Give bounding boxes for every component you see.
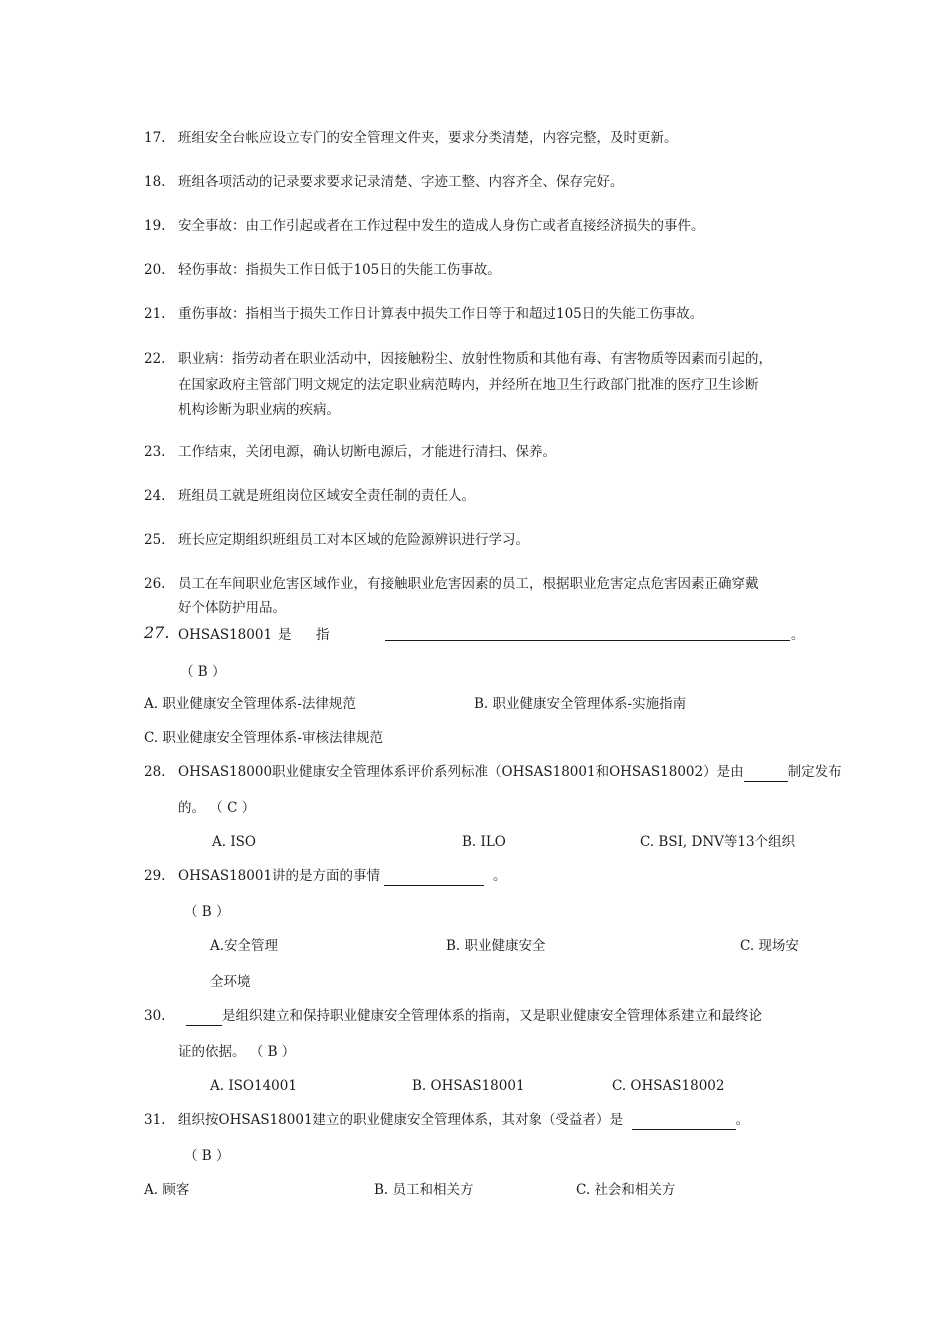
question-text-pre: OHSAS18000职业健康安全管理体系评价系列标准（OHSAS18001和OHSAS18002）是由	[178, 764, 744, 780]
option-b: B. 职业健康安全	[446, 938, 546, 954]
question-number: 27.	[144, 623, 170, 642]
option-c: C. 社会和相关方	[576, 1182, 676, 1198]
item-text: 班组安全台帐应设立专门的安全管理文件夹，要求分类清楚，内容完整，及时更新。	[178, 130, 678, 146]
item-number: 22.	[144, 351, 166, 367]
question-text	[178, 866, 506, 886]
question-text-pre: 组织按OHSAS18001建立的职业健康安全管理体系，其对象（受益者）是	[178, 1112, 624, 1128]
item-text-line: 在国家政府主管部门明文规定的法定职业病范畴内，并经所在地卫生行政部门批准的医疗卫生诊断	[178, 377, 759, 393]
question-text	[178, 762, 842, 782]
item-number: 21.	[144, 306, 166, 322]
item-number: 23.	[144, 444, 166, 460]
item-number: 19.	[144, 218, 166, 234]
question-end: 。	[735, 1112, 750, 1128]
answer-key: （ B ）	[184, 904, 230, 920]
item-number: 18.	[144, 174, 166, 190]
option-b: B. 职业健康安全管理体系-实施指南	[474, 696, 687, 712]
option-c: C. 职业健康安全管理体系-审核法律规范	[144, 730, 383, 746]
question-word: 指	[316, 627, 330, 643]
option-b: B. OHSAS18001	[412, 1078, 525, 1094]
item-number: 26.	[144, 576, 166, 592]
question-end: 。	[492, 868, 507, 884]
option-c: C. OHSAS18002	[612, 1078, 725, 1094]
answer-blank	[385, 626, 790, 641]
answer-key: （ B ）	[180, 664, 226, 680]
item-text: 班组员工就是班组岗位区域安全责任制的责任人。	[178, 488, 475, 504]
question-text-pre: OHSAS18001讲的是方面的事情	[178, 868, 381, 884]
question-text	[178, 1110, 749, 1130]
option-a: A. ISO	[212, 834, 256, 850]
answer-blank	[744, 767, 788, 782]
item-number: 20.	[144, 262, 166, 278]
item-number: 24.	[144, 488, 166, 504]
option-a: A. ISO14001	[210, 1078, 297, 1094]
option-c-continued: 全环境	[210, 974, 251, 990]
answer-blank	[384, 871, 484, 886]
item-text: 工作结束，关闭电源，确认切断电源后，才能进行清扫、保养。	[178, 444, 556, 460]
item-number: 25.	[144, 532, 166, 548]
question-text-post: 制定发布	[787, 764, 842, 780]
question-word: 是	[278, 627, 292, 643]
question-number: 30.	[144, 1008, 166, 1024]
item-number: 17.	[144, 130, 166, 146]
option-a: A. 顾客	[144, 1182, 190, 1198]
item-text-line: 好个体防护用品。	[178, 600, 286, 616]
item-text-line: 机构诊断为职业病的疾病。	[178, 402, 340, 418]
item-text: 安全事故：由工作引起或者在工作过程中发生的造成人身伤亡或者直接经济损失的事件。	[178, 218, 705, 234]
option-b: B. ILO	[462, 834, 506, 850]
option-c: C. 现场安	[740, 938, 799, 954]
question-number: 28.	[144, 764, 166, 780]
item-text-line: 职业病：指劳动者在职业活动中，因接触粉尘、放射性物质和其他有毒、有害物质等因素而引起的，	[178, 351, 772, 367]
question-end: 。	[791, 627, 805, 643]
option-b: B. 员工和相关方	[374, 1182, 474, 1198]
question-number: 31.	[144, 1112, 166, 1128]
item-text-line: 员工在车间职业危害区域作业，有接触职业危害因素的员工，根据职业危害定点危害因素正确穿戴	[178, 576, 759, 592]
question-text-post: 是组织建立和保持职业健康安全管理体系的指南，又是职业健康安全管理体系建立和最终论	[222, 1008, 762, 1024]
item-text: 重伤事故：指相当于损失工作日计算表中损失工作日等于和超过105日的失能工伤事故。	[178, 306, 704, 322]
answer-blank	[632, 1115, 736, 1130]
item-text: 班组各项活动的记录要求要求记录清楚、字迹工整、内容齐全、保存完好。	[178, 174, 624, 190]
item-text: 班长应定期组织班组员工对本区域的危险源辨识进行学习。	[178, 532, 529, 548]
question-text	[186, 1006, 762, 1026]
option-c: C. BSI, DNV等13个组织	[640, 834, 796, 850]
answer-key: （ B ）	[184, 1148, 230, 1164]
question-word: OHSAS18001	[178, 627, 273, 643]
question-line-2: 的。 （ C ）	[178, 800, 256, 816]
option-a: A. 职业健康安全管理体系-法律规范	[144, 696, 356, 712]
option-a: A.安全管理	[210, 938, 279, 954]
answer-blank	[186, 1011, 222, 1026]
question-line-2: 证的依据。 （ B ）	[178, 1044, 296, 1060]
item-text: 轻伤事故：指损失工作日低于105日的失能工伤事故。	[178, 262, 501, 278]
question-number: 29.	[144, 868, 166, 884]
